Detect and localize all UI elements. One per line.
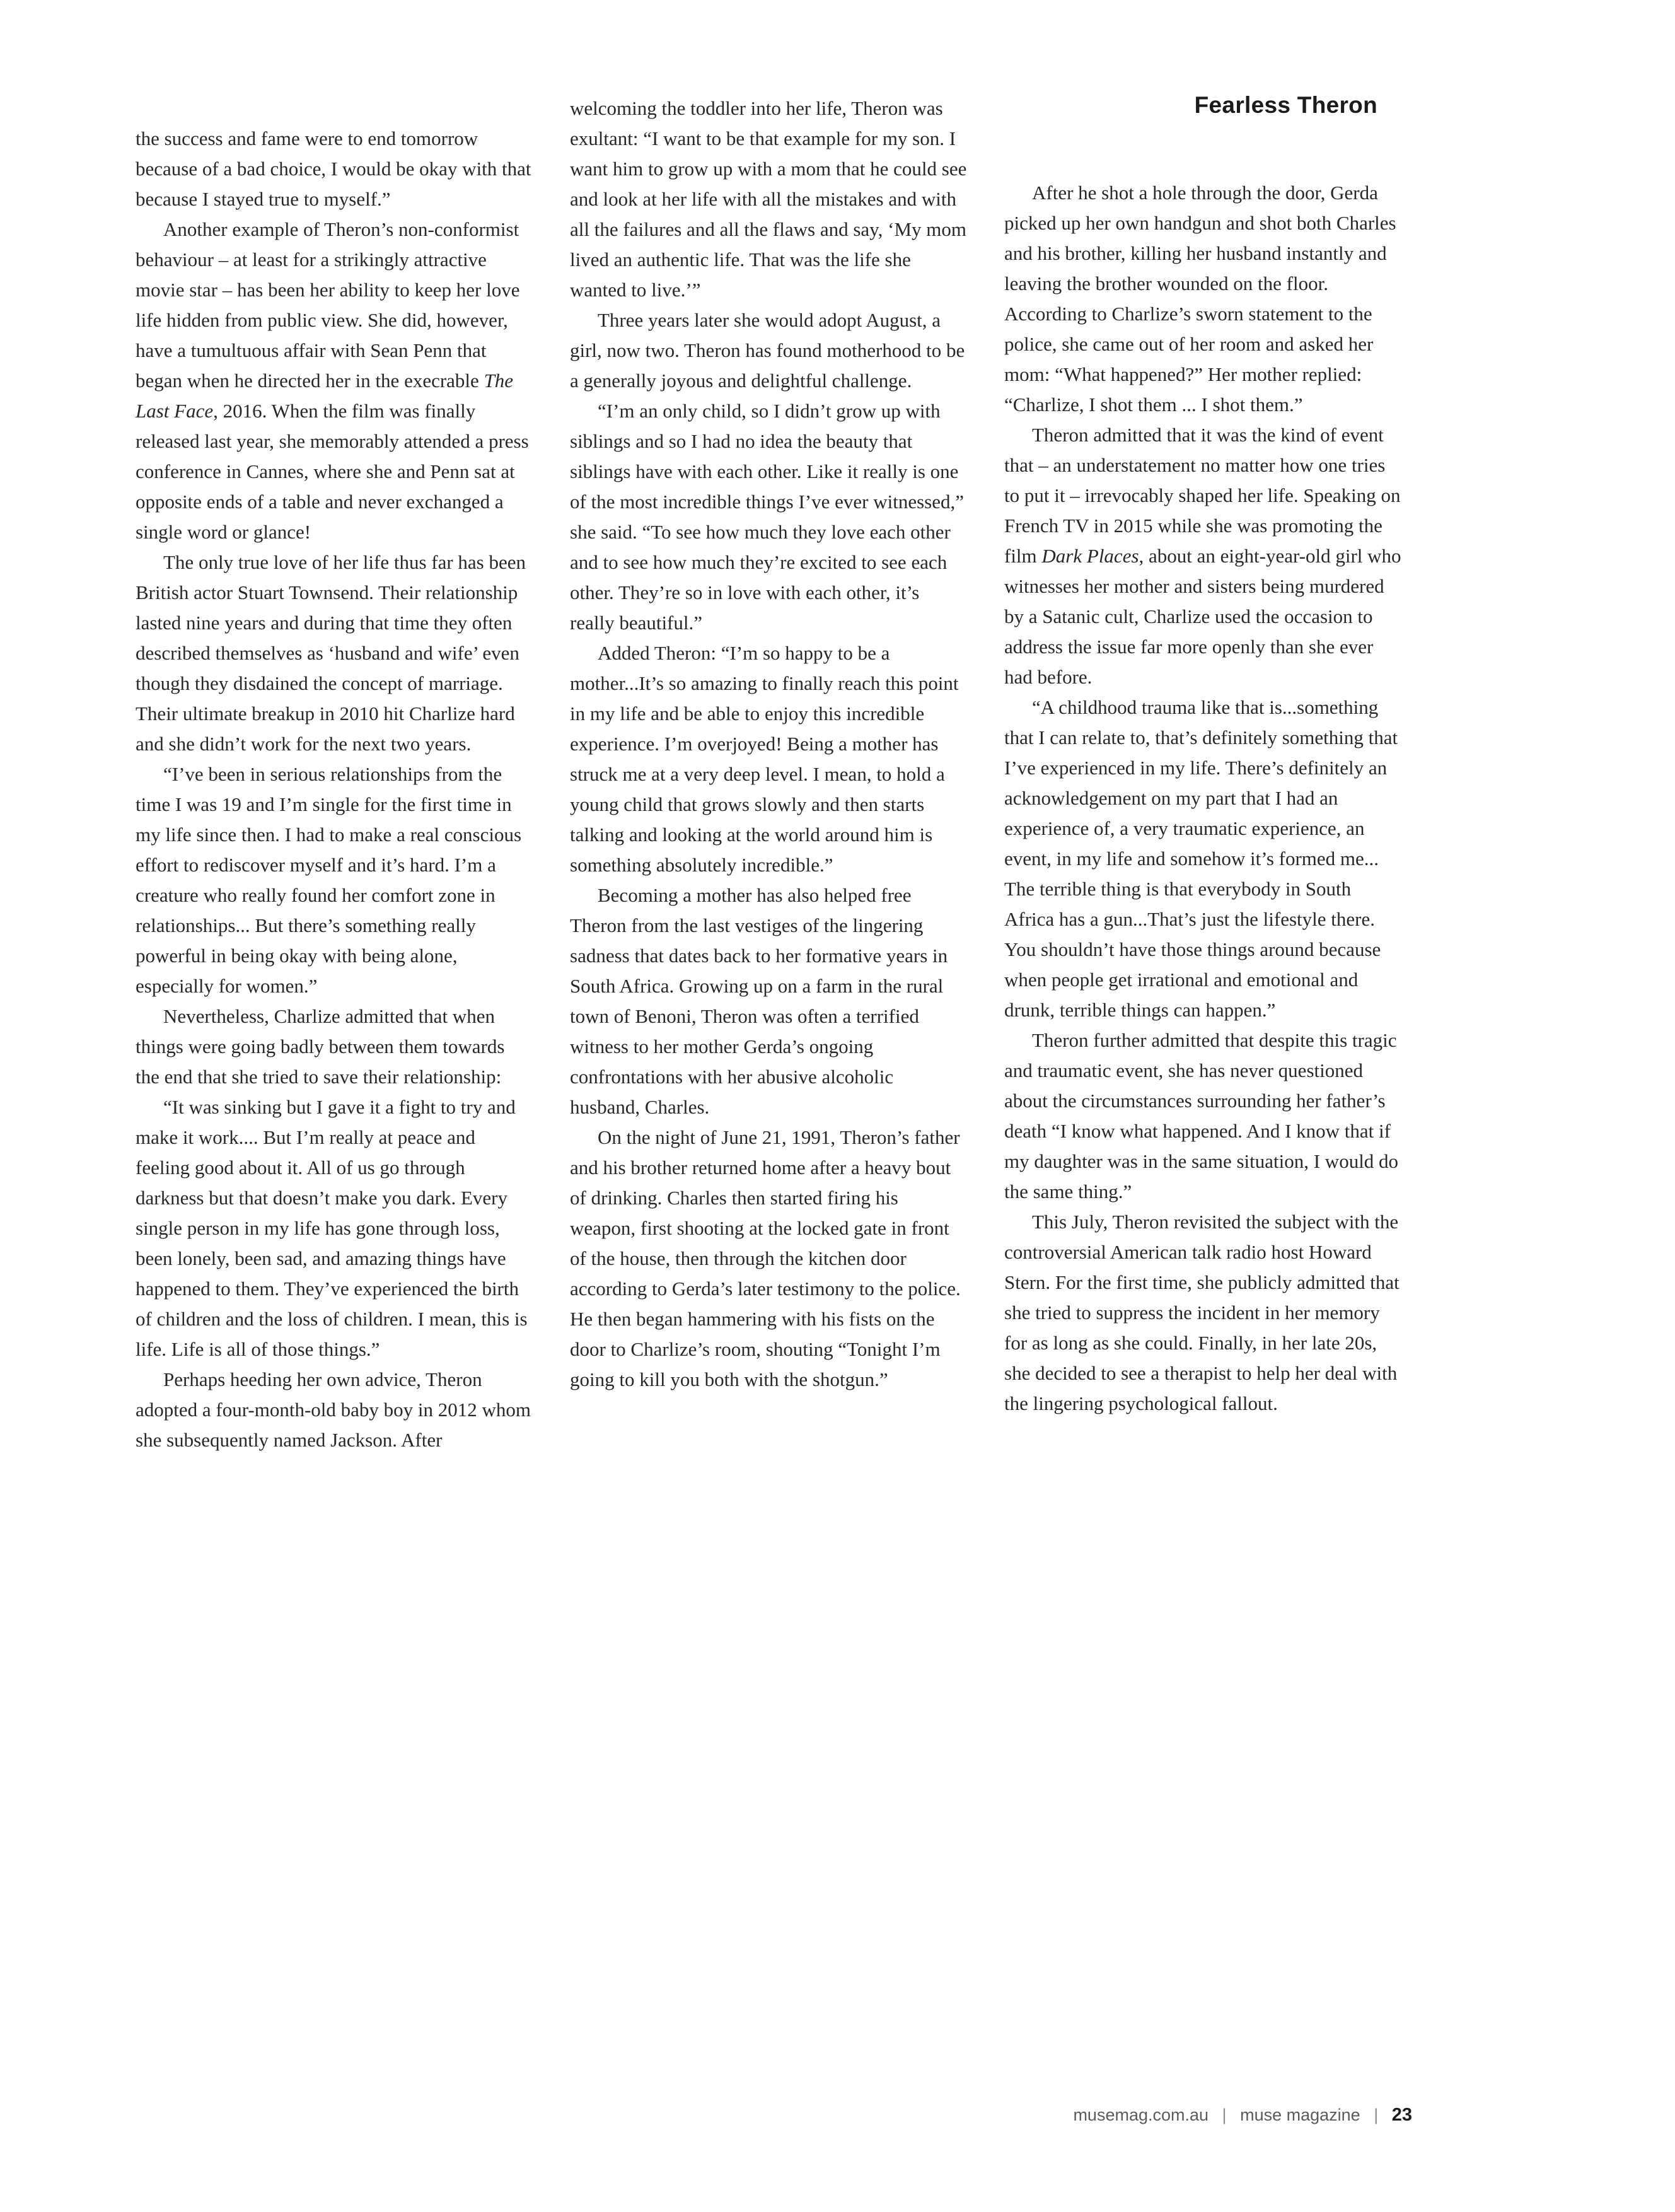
paragraph — [570, 880, 968, 1122]
body-text: welcoming the toddler into her life, Theron was exultant: “I want to be that example for my son. I want him to grow up with a mom that he could see and look at her life with all the mistakes and with all the failures and all the flaws and say, ‘My mom lived an authentic life. That was the life she wanted to live.’” — [570, 97, 967, 301]
paragraph — [136, 214, 533, 547]
italic-title-text: Dark Places — [1041, 545, 1139, 567]
body-text: After he shot a hole through the door, Gerda picked up her own handgun and shot both Charles and his brother, killing her husband instantly and leaving the brother wounded on the floor. According to Charlize’s sworn statement to the police, she came out of her room and asked her mom: “What happened?” Her mother replied: “Charlize, I shot them ... I shot them.” — [1004, 182, 1396, 416]
body-text: Nevertheless, Charlize admitted that when things were going badly between them towards the end that she tried to save their relationship: — [136, 1005, 505, 1088]
paragraph — [136, 547, 533, 759]
body-text: “I’ve been in serious relationships from the time I was 19 and I’m single for the first time in my life since then. I had to make a real conscious effort to rediscover myself and it’s hard. I’m a creature who really found her comfort zone in relationships... But there’s something really powerful in being okay with being alone, especially for women.” — [136, 763, 522, 997]
paragraph — [570, 93, 968, 305]
body-text: This July, Theron revisited the subject with the controversial American talk radio host Howard Stern. For the first time, she publicly admitted that she tried to suppress the incident in her memory for as long as she could. Finally, in her late 20s, she decided to see a therapist to help her deal with the lingering psychological fallout. — [1004, 1211, 1400, 1414]
paragraph — [136, 124, 533, 214]
paragraph — [570, 305, 968, 396]
article-column-3 — [1004, 93, 1402, 1455]
body-text: “A childhood trauma like that is...something that I can relate to, that’s definitely something that I’ve experienced in my life. There’s definitely an acknowledgement on my part that I had an experience of, a very traumatic experience, an event, in my life and somehow it’s formed me... The terrible thing is that everybody in South Africa has a gun...That’s just the lifestyle there. You shouldn’t have those things around because when people get irrational and emotional and drunk, terrible things can happen.” — [1004, 696, 1398, 1021]
body-text: Theron further admitted that despite this tragic and traumatic event, she has never questioned about the circumstances surrounding her father’s death “I know what happened. And I know that if my daughter was in the same situation, I would do the same thing.” — [1004, 1029, 1399, 1202]
article-column-1 — [136, 93, 533, 1455]
paragraph — [1004, 692, 1402, 1025]
text-columns — [136, 93, 1402, 1455]
body-text: Added Theron: “I’m so happy to be a mother...It’s so amazing to finally reach this point in my life and be able to enjoy this incredible experience. I’m overjoyed! Being a mother has struck me at a very deep level. I mean, to hold a young child that grows slowly and then starts talking and looking at the world around him is something absolutely incredible.” — [570, 642, 959, 876]
page-number: 23 — [1391, 2105, 1412, 2125]
article-column-2 — [570, 93, 968, 1455]
body-text: , about an eight-year-old girl who witnesses her mother and sisters being murdered by a Satanic cult, Charlize used the occasion to address the issue far more openly than she ever had before. — [1004, 545, 1401, 688]
page-header-title: Fearless Theron — [1194, 92, 1377, 118]
footer-separator-1: | — [1222, 2105, 1227, 2124]
body-text: Another example of Theron’s non-conformist behaviour – at least for a strikingly attractive movie star – has been her ability to keep her love life hidden from public view. She did, however, have a tumultuous affair with Sean Penn that began when he directed her in the execrable — [136, 218, 520, 392]
body-text: The only true love of her life thus far has been British actor Stuart Townsend. Their relationship lasted nine years and during that time they often described themselves as ‘husband and wife’ even though they disdained the concept of marriage. Their ultimate breakup in 2010 hit Charlize hard and she didn’t work for the next two years. — [136, 551, 526, 755]
paragraph — [1004, 1025, 1402, 1207]
paragraph — [1004, 420, 1402, 692]
footer-magazine-name: muse magazine — [1240, 2105, 1360, 2124]
body-text: the success and fame were to end tomorrow because of a bad choice, I would be okay with that because I stayed true to myself.” — [136, 127, 531, 210]
paragraph — [136, 1092, 533, 1365]
body-text: Perhaps heeding her own advice, Theron adopted a four-month-old baby boy in 2012 whom she subsequently named Jackson. After — [136, 1368, 531, 1451]
paragraph — [1004, 178, 1402, 420]
paragraph — [136, 759, 533, 1001]
footer-website: musemag.com.au — [1073, 2105, 1209, 2124]
body-text: On the night of June 21, 1991, Theron’s father and his brother returned home after a heavy bout of drinking. Charles then started firing his weapon, first shooting at the locked gate in front of the house, then through the kitchen door according to Gerda’s later testimony to the police. He then began hammering with his fists on the door to Charlize’s room, shouting “Tonight I’m going to kill you both with the shotgun.” — [570, 1126, 961, 1390]
body-text: Becoming a mother has also helped free Theron from the last vestiges of the lingering sadness that dates back to her formative years in South Africa. Growing up on a farm in the rural town of Benoni, Theron was often a terrified witness to her mother Gerda’s ongoing confrontations with her abusive alcoholic husband, Charles. — [570, 884, 948, 1118]
page-footer — [136, 2105, 1412, 2126]
paragraph — [570, 638, 968, 880]
paragraph — [570, 396, 968, 638]
paragraph — [136, 1365, 533, 1455]
body-text: , 2016. When the film was finally released last year, she memorably attended a press conference in Cannes, where she and Penn sat at opposite ends of a table and never exchanged a single word or glance! — [136, 400, 529, 543]
paragraph — [1004, 1207, 1402, 1419]
body-text: “I’m an only child, so I didn’t grow up with siblings and so I had no idea the beauty that siblings have with each other. Like it really is one of the most incredible things I’ve ever witnessed,” she said. “To see how much they love each other and to see how much they’re excited to see each other. They’re so in love with each other, it’s really beautiful.” — [570, 400, 964, 634]
footer-separator-2: | — [1374, 2105, 1379, 2124]
body-text: “It was sinking but I gave it a fight to try and make it work.... But I’m really at peace and feeling good about it. All of us go through darkness but that doesn’t make you dark. Every single person in my life has gone through loss, been lonely, been sad, and amazing things have happened to them. They’ve experienced the birth of children and the loss of children. I mean, this is life. Life is all of those things.” — [136, 1096, 528, 1360]
body-text: Theron admitted that it was the kind of event that – an understatement no matter how one tries to put it – irrevocably shaped her life. Speaking on French TV in 2015 while she was promoting the film — [1004, 424, 1401, 567]
paragraph — [136, 1001, 533, 1092]
italic-title-text: The Last Face — [136, 370, 514, 422]
body-text: Three years later she would adopt August, a girl, now two. Theron has found motherhood to be a generally joyous and delightful challenge. — [570, 309, 965, 392]
paragraph — [570, 1122, 968, 1395]
